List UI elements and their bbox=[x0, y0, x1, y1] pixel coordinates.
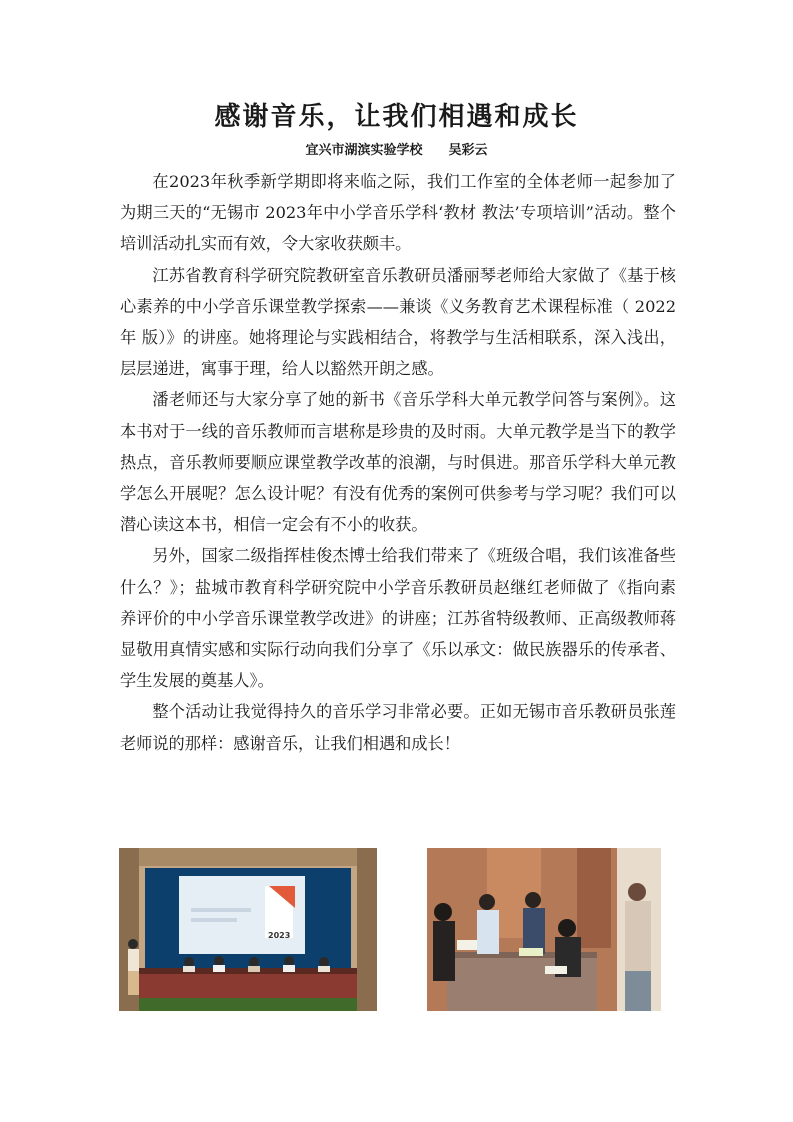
school-name: 宜兴市湖滨实验学校 bbox=[305, 143, 423, 158]
conference-photo bbox=[119, 848, 377, 1011]
article-body bbox=[120, 166, 676, 759]
conference-illustration bbox=[119, 848, 377, 1011]
workshop-illustration bbox=[427, 848, 661, 1011]
paragraph: 江苏省教育科学研究院教研室音乐教研员潘丽琴老师给大家做了《基于核心素养的中小学音乐课堂教学探索——兼谈《义务教育艺术课程标准（ 2022 年 版）》的讲座。她将理论与实践相结合，将教学与生活相联系，深入浅出，层层递进，寓事于理，给人以豁然开朗之感。 bbox=[120, 265, 676, 379]
byline bbox=[0, 139, 793, 158]
workshop-photo bbox=[427, 848, 661, 1011]
article-title: 感谢音乐，让我们相遇和成长 bbox=[214, 102, 579, 132]
paragraph: 整个活动让我觉得持久的音乐学习非常必要。正如无锡市音乐教研员张莲老师说的那样：感谢音乐，让我们相遇和成长！ bbox=[120, 702, 676, 753]
author-name: 吴彩云 bbox=[448, 143, 488, 158]
paragraph: 在2023年秋季新学期即将来临之际，我们工作室的全体老师一起参加了为期三天的“无锡市 2023年中小学音乐学科‘教材 教法’专项培训”活动。整个培训活动扎实而有效，令大家收获颇丰。 bbox=[120, 172, 676, 254]
paragraph: 另外，国家二级指挥桂俊杰博士给我们带来了《班级合唱，我们该准备些什么？》；盐城市教育科学研究院中小学音乐教研员赵继红老师做了《指向素养评价的中小学音乐课堂教学改进》的讲座；江苏省特级教师、正高级教师蒋显敬用真情实感和实际行动向我们分享了《乐以承文：做民族器乐的传承者、学生发展的奠基人》。 bbox=[120, 546, 676, 691]
screen-year-text: 2023 bbox=[268, 931, 291, 940]
paragraph: 潘老师还与大家分享了她的新书《音乐学科大单元教学问答与案例》。这本书对于一线的音乐教师而言堪称是珍贵的及时雨。大单元教学是当下的教学热点，音乐教师要顺应课堂教学改革的浪潮，与时俱进。那音乐学科大单元教学怎么开展呢？怎么设计呢？有没有优秀的案例可供参考与学习呢？我们可以潜心读这本书，相信一定会有不小的收获。 bbox=[120, 390, 676, 535]
